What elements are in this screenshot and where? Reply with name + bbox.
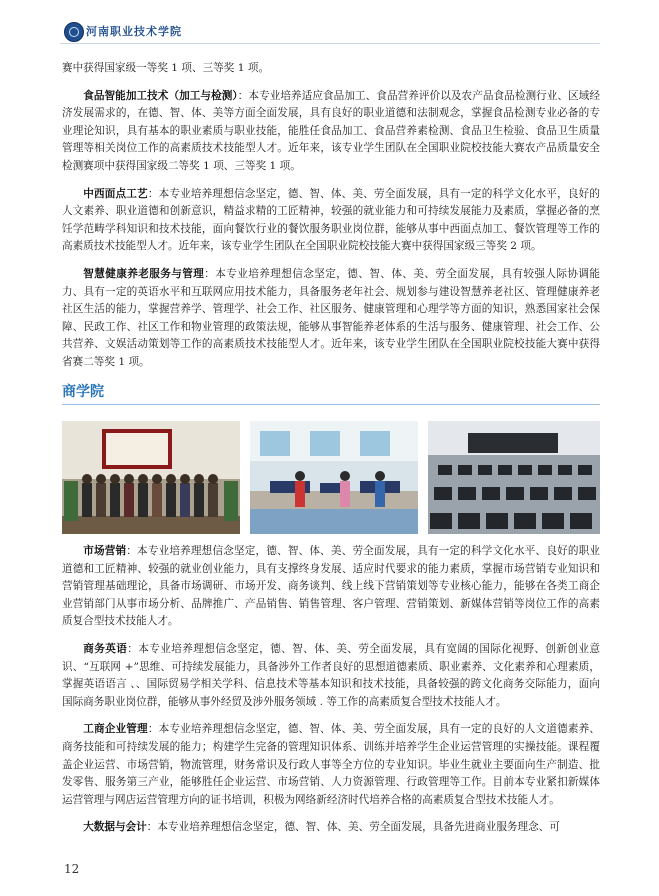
school-logo-icon (64, 22, 84, 42)
paragraph: 赛中获得国家级一等奖 1 项、三等奖 1 项。 (62, 62, 270, 74)
major-name: 食品智能加工技术（加工与检测） (83, 89, 238, 102)
page-number: 12 (64, 862, 80, 876)
computer-lab-photo (428, 421, 600, 534)
paragraph-pastry: 中西面点工艺：本专业培养理想信念坚定，德、智、体、美、劳全面发展，具有一定的科学文化水平，良好的人文素养、职业道德和创新意识，精益求精的工匠精神，较强的就业能力和可持续发展能力及素质，掌握必备的烹饪学范畴学科知识和技术技能，面向餐饮行业的餐饮服务职业岗位群，能够从事中西面点加工、餐饮管理等工作的高素质技术技能型人才。近年来，该专业学生团队在全国职业院校技能大赛中获得国家级三等奖 2 项。 (62, 187, 600, 253)
classroom-photo (250, 421, 418, 534)
major-name: 智慧健康养老服务与管理 (83, 267, 205, 280)
school-name: 河南职业技术学院 (86, 25, 182, 38)
bottom-text-block (62, 543, 600, 847)
paragraph-food-processing: 食品智能加工技术（加工与检测）：本专业培养适应食品加工、食品营养评价以及农产品食品检测行业、区域经济发展需求的，在德、智、体、美等方面全面发展，具有良好的职业道德和法制观念，掌握食品检测专业必备的专业理论知识，具有基本的职业素质与职业技能，能胜任食品加工、食品营养素检测、食品卫生检验、食品卫生质量管理等相关岗位工作的高素质技术技能型人才。近年来，该专业学生团队在全国职业院校技能大赛农产品质量安全检测赛项中获得国家级二等奖 1 项、三等奖 1 项。 (62, 89, 601, 172)
major-name: 中西面点工艺 (83, 187, 148, 200)
paragraph-elderly-care: 智慧健康养老服务与管理：本专业培养理想信念坚定，德、智、体、美、劳全面发展，具有较强人际协调能力、具有一定的英语水平和互联网应用技术能力，具备服务老年社会、规划参与建设智慧养老社区、管理健康养老社区生活的能力，掌握营养学、管理学、社会工作、社区服务、健康管理和心理学等方面的知识，熟悉国家社会保障、民政工作、社区工作和物业管理的政策法规，能够从事智能养老体系的生活与服务、健康管理、社会工作、公共营养、文娱活动策划等工作的高素质技术技能型人才。近年来，该专业学生团队在全国职业院校技能大赛中获得省赛二等奖 1 项。 (62, 267, 601, 368)
paragraph-marketing: 市场营销：本专业培养理想信念坚定，德、智、体、美、劳全面发展，具有一定的科学文化水平、良好的职业道德和工匠精神、较强的就业创业能力，具有支撑终身发展、适应时代要求的能力素质，掌握市场营销专业知识和营销管理基础理论，具备市场调研、市场开发、商务谈判、线上线下营销策划等专业核心能力，能够在各类工商企业营销部门从事市场分析、品牌推广、产品销售、销售管理、客户管理、营销策划、新媒体营销等岗位工作的高素质复合型技术技能人才。 (62, 545, 601, 628)
paragraph-business-management: 工商企业管理：本专业培养理想信念坚定，德、智、体、美、劳全面发展，具有一定的良好的人文道德素养、商务技能和可持续发展的能力；构建学生完备的管理知识体系、训练并培养学生企业运营管理的实操技能。课程覆盖企业运营、市场营销，物流管理，财务常识及行政人事等全方位的专业知识。毕业生就业主要面向生产制造、批发零售、服务第三产业，能够胜任企业运营、市场营销、人力资源管理、行政管理等工作。目前本专业紧扣新媒体运营管理与网店运营管理方向的证书培训，积极为网络新经济时代培养合格的高素质复合型技术技能人才。 (62, 723, 600, 806)
header-divider (60, 43, 600, 44)
group-photo (62, 421, 240, 534)
section-title: 商学院 (62, 384, 104, 400)
major-name: 工商企业管理 (83, 723, 148, 736)
top-text-block (62, 60, 600, 382)
paragraph-big-data-accounting: 大数据与会计：本专业培养理想信念坚定，德、智、体、美、劳全面发展，具备先进商业服务理念、可 (83, 821, 560, 834)
photo-row (62, 421, 600, 534)
major-name: 大数据与会计 (83, 821, 147, 834)
page-header (0, 0, 659, 44)
major-name: 市场营销 (83, 545, 127, 557)
section-divider (62, 404, 600, 405)
paragraph-business-english: 商务英语：本专业培养理想信念坚定，德、智、体、美、劳全面发展，具有宽阔的国际化视野、创新创业意识、“互联网 +”思维、可持续发展能力，具备涉外工作者良好的思想道德素质、职业素养、文化素养和心理素质，掌握英语语言 、、国际贸易学相关学科、信息技术等基本知识和技术技能，具备较强的跨文化商务交际能力，面向国际商务职业岗位群，能够从事外经贸及涉外服务领域 . 等工作的高素质复合型技术技能人才。 (62, 642, 601, 708)
major-name: 商务英语 (83, 642, 128, 655)
